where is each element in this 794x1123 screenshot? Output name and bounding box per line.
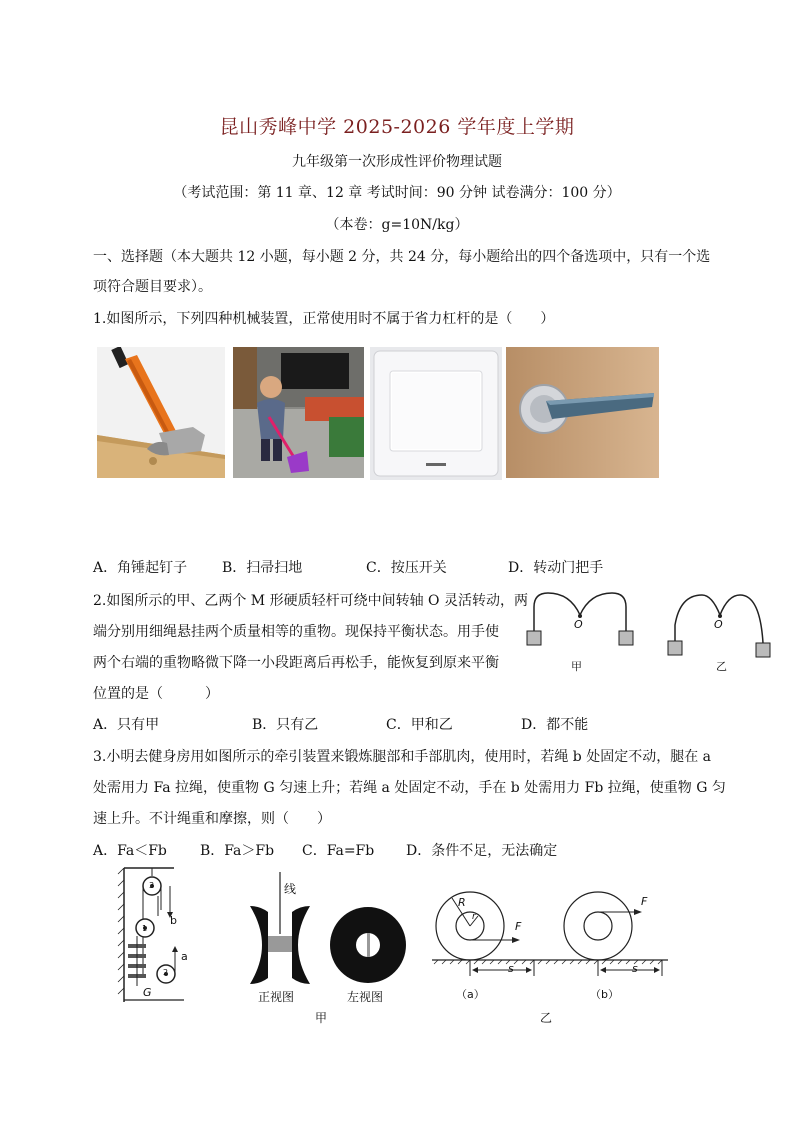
m-lever-figure	[520, 585, 775, 675]
gravity-note: （本卷：g=10N/kg）	[325, 217, 469, 233]
pulley-number-1: 1	[142, 924, 148, 933]
q3-line2: 处需用力 Fa 拉绳，使重物 G 匀速上升；若绳 a 处固定不动，手在 b 处需用力 Fb 拉绳，使重物 G 匀	[93, 780, 726, 796]
yoyo-figure	[246, 872, 410, 992]
q3-option-d[interactable]: D．条件不足，无法确定	[406, 843, 558, 859]
yoyo-caption: 甲	[315, 1011, 328, 1025]
pulley-number-2: 2	[163, 968, 169, 977]
door-handle-photo	[506, 347, 659, 478]
wheel-caption: 乙	[540, 1011, 553, 1025]
q1-option-b[interactable]: B．扫帚扫地	[222, 560, 303, 576]
broom-photo	[233, 347, 364, 478]
distance-label-a: s	[508, 962, 514, 975]
pivot-label-jia: O	[574, 618, 583, 631]
hammer-photo	[97, 347, 225, 478]
exam-title: 昆山秀峰中学 2025-2026 学年度上学期	[219, 116, 575, 138]
force-label-b: F	[641, 895, 648, 908]
q2-option-b[interactable]: B．只有乙	[252, 717, 319, 733]
q3-option-a[interactable]: A．Fa＜Fb	[93, 843, 167, 859]
switch-photo	[370, 347, 502, 480]
force-label-a: F	[515, 920, 522, 933]
q2-option-d[interactable]: D．都不能	[521, 717, 589, 733]
q3-line3: 速上升。不计绳重和摩擦，则（ ）	[93, 811, 331, 827]
q3-line1: 3.小明去健身房用如图所示的牵引装置来锻炼腿部和手部肌肉，使用时，若绳 b 处固定不动，腿在 a	[93, 749, 712, 765]
q3-option-b[interactable]: B．Fa＞Fb	[200, 843, 275, 859]
q1-stem: 1.如图所示，下列四种机械装置，正常使用时不属于省力杠杆的是（ ）	[93, 311, 555, 327]
fig-label-jia: 甲	[571, 660, 582, 673]
q1-option-c[interactable]: C．按压开关	[366, 560, 447, 576]
pivot-label-yi: O	[714, 618, 723, 631]
front-view-label: 正视图	[258, 990, 295, 1004]
weight-label-g: G	[143, 986, 152, 999]
side-view-label: 左视图	[347, 990, 384, 1004]
q2-option-a[interactable]: A．只有甲	[93, 717, 160, 733]
wheel-sublabel-b: （b）	[590, 988, 619, 1001]
q2-line1: 2.如图所示的甲、乙两个 M 形硬质轻杆可绕中间转轴 O 灵活转动，两	[93, 593, 528, 609]
q2-line4: 位置的是（ ）	[93, 686, 219, 702]
q2-line2: 端分别用细绳悬挂两个质量相等的重物。现保持平衡状态。用手使	[93, 624, 499, 640]
wheel-sublabel-a: （a）	[456, 988, 485, 1001]
q2-option-c[interactable]: C．甲和乙	[386, 717, 453, 733]
rope-label-b: b	[170, 914, 177, 927]
q2-line3: 两个右端的重物略微下降一小段距离后再松手，能恢复到原来平衡	[93, 655, 499, 671]
fig-label-yi: 乙	[716, 660, 727, 673]
exam-info: （考试范围：第 11 章、12 章 考试时间：90 分钟 试卷满分：100 分）	[173, 185, 621, 201]
rope-label-a: a	[181, 950, 188, 963]
distance-label-b: s	[632, 962, 638, 975]
q1-option-d[interactable]: D．转动门把手	[508, 560, 604, 576]
q3-option-c[interactable]: C．Fa=Fb	[302, 843, 375, 859]
radius-small-label: r	[472, 912, 476, 922]
radius-big-label: R	[458, 896, 466, 909]
thread-label: 线	[284, 882, 297, 896]
exam-subtitle: 九年级第一次形成性评价物理试题	[292, 154, 502, 170]
section-heading-line2: 项符合题目要求）。	[93, 279, 212, 295]
section-heading-line1: 一、选择题（本大题共 12 小题，每小题 2 分，共 24 分，每小题给出的四个备选项中，只有一个选	[93, 249, 711, 265]
pulley-number-3: 3	[149, 881, 155, 890]
q1-option-a[interactable]: A．角锤起钉子	[93, 560, 188, 576]
